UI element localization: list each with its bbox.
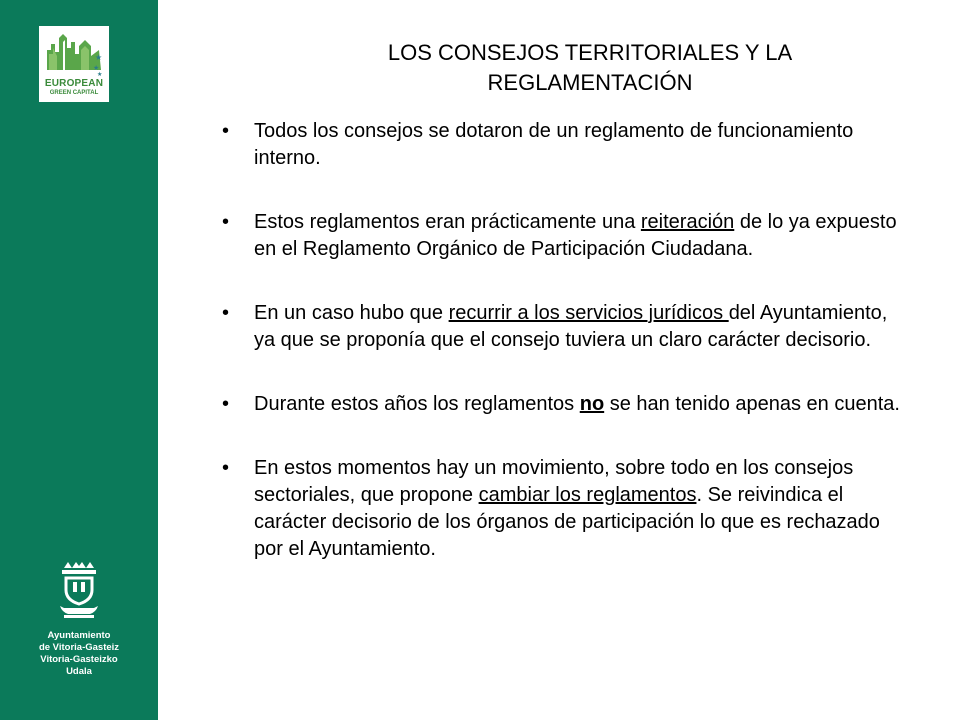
bullet-text-pre: Estos reglamentos eran prácticamente una [254,211,641,233]
bullet-text-underlined: recurrir a los servicios jurídicos [448,302,729,324]
bullet-item [220,455,910,563]
city-council-name [8,630,150,678]
bullet-item [220,391,910,418]
slide-title-line2: REGLAMENTACIÓN [487,70,693,95]
vitoria-gasteiz-coat-of-arms-icon [58,560,100,620]
bullet-text-pre: En un caso hubo que [254,302,449,324]
slide-title [310,38,870,98]
bullet-text-underlined-bold: no [579,393,605,415]
bullet-item [220,209,910,263]
bullet-dot: • [222,302,230,324]
bullet-dot: • [222,211,230,233]
bullet-dot: • [222,457,230,479]
bullet-dot: • [222,393,230,415]
bullet-text-post: se han tenido apenas en cuenta. [604,393,900,415]
city-text-line: Vitoria-Gasteizko [40,654,118,665]
bullet-text-post: del Ayuntamiento, ya que se proponía que el consejo tuviera un claro carácter decisorio. [254,302,888,351]
city-skyline-icon [43,30,105,76]
bullet-dot: • [222,120,230,142]
bullet-text: Todos los consejos se dotaron de un reglamento de funcionamiento interno. [254,120,854,169]
bullet-text-underlined: cambiar los reglamentos [478,484,697,506]
city-text-line: Ayuntamiento [47,630,111,641]
egc-text-green-capital: GREEN CAPITAL [49,90,99,96]
bullet-text-post: . Se reivindica el carácter decisorio de los órganos de participación lo que es rechazado por el Ayuntamiento. [254,484,880,560]
bullet-item [220,300,910,354]
svg-text:★: ★ [93,64,100,72]
city-text-line: Udala [66,666,92,677]
european-green-capital-logo [39,26,109,102]
svg-text:★: ★ [95,53,103,62]
bullet-text-underlined: reiteración [640,211,735,233]
bullet-text-pre: En estos momentos hay un movimiento, sobre todo en los consejos sectoriales, que propone [254,457,854,506]
bullet-list [220,118,910,600]
slide-title-line1: LOS CONSEJOS TERRITORIALES Y LA [387,40,793,65]
bullet-text-post: de lo ya expuesto en el Reglamento Orgánico de Participación Ciudadana. [254,211,897,260]
city-text-line: de Vitoria-Gasteiz [38,642,120,653]
sidebar [0,0,158,720]
svg-text:★: ★ [97,71,103,76]
bullet-text-pre: Durante estos años los reglamentos [254,393,580,415]
bullet-item [220,118,910,172]
egc-text-european: EUROPEAN [44,78,104,89]
